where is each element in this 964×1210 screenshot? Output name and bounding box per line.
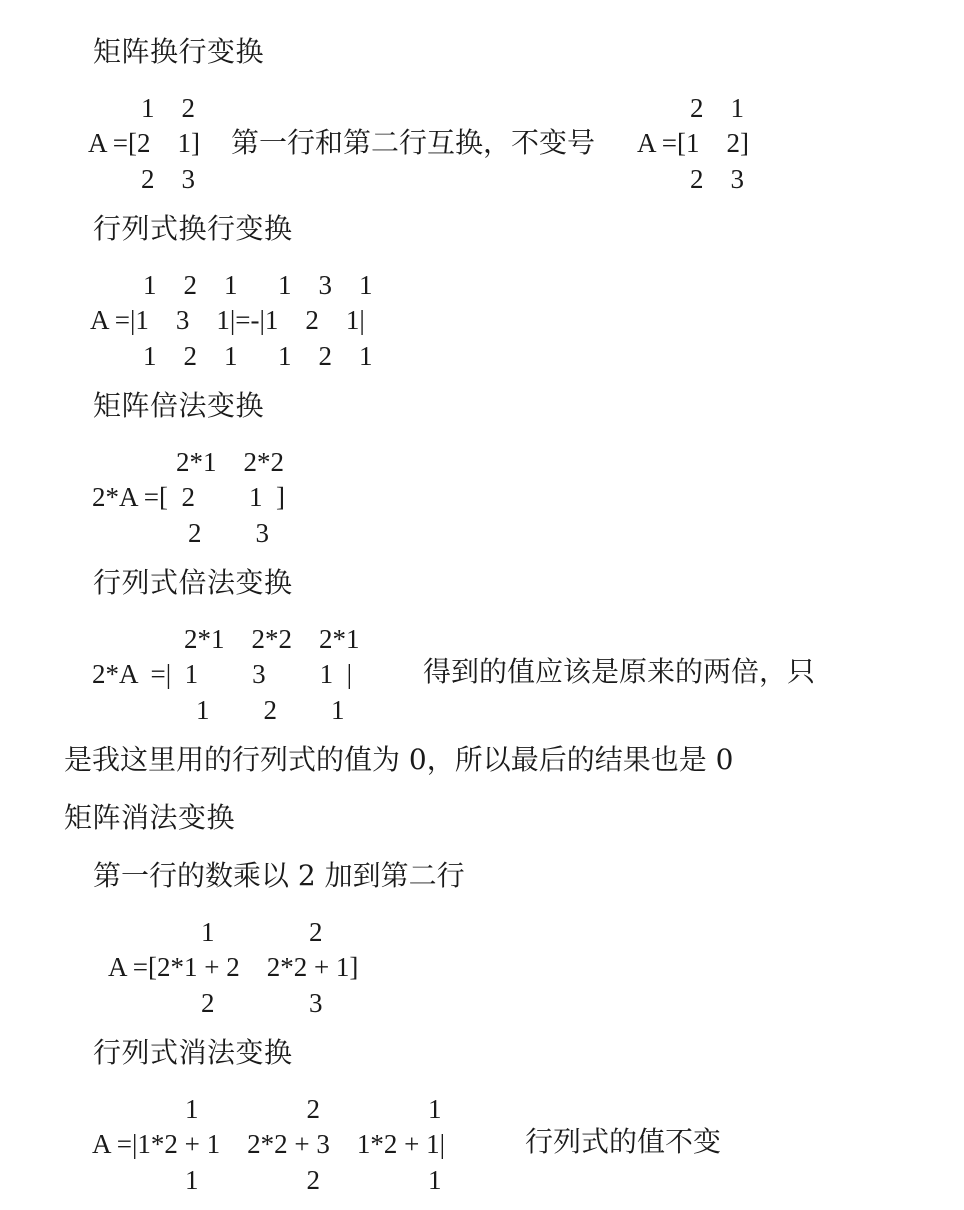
matrix-row-top: 2*1 2*2 <box>176 447 284 477</box>
section-heading-row-swap-matrix: 矩阵换行变换 <box>93 35 265 68</box>
determinant-row-mid: 2*A =| 1 3 1 | <box>92 659 353 689</box>
determinant-row-bottom: 1 2 1 <box>196 695 345 725</box>
matrix-row-mid: A =[2 1] <box>88 128 200 158</box>
matrix-row-top: 1 2 <box>201 917 323 947</box>
section-heading-elimination-determinant: 行列式消法变换 <box>93 1036 293 1069</box>
subheading-elimination: 第一行的数乘以 2 加到第二行 <box>93 859 465 892</box>
section-heading-row-swap-determinant: 行列式换行变换 <box>93 212 293 245</box>
determinant-row-top: 1 2 1 1 3 1 <box>143 270 373 300</box>
matrix-row-mid-result: A =[1 2] <box>637 128 749 158</box>
matrix-row-bottom: 2 3 <box>141 164 195 194</box>
caption-row-swap: 第一行和第二行互换，不变号 <box>231 126 596 159</box>
caption-value-unchanged: 行列式的值不变 <box>525 1125 722 1158</box>
matrix-row-top-result: 2 1 <box>690 93 744 123</box>
section-heading-scale-determinant: 行列式倍法变换 <box>93 566 293 599</box>
matrix-row-bottom: 2 3 <box>201 988 323 1018</box>
determinant-row-mid: A =|1 3 1|=-|1 2 1| <box>90 305 365 335</box>
determinant-row-bottom: 1 2 1 1 2 1 <box>143 341 373 371</box>
note-continued: 是我这里用的行列式的值为 0，所以最后的结果也是 0 <box>64 743 734 776</box>
section-heading-scale-matrix: 矩阵倍法变换 <box>93 389 265 422</box>
determinant-row-top: 1 2 1 <box>185 1094 442 1124</box>
section-heading-elimination-matrix: 矩阵消法变换 <box>64 801 236 834</box>
determinant-row-bottom: 1 2 1 <box>185 1165 442 1195</box>
matrix-row-top: 1 2 <box>141 93 195 123</box>
determinant-row-mid: A =|1*2 + 1 2*2 + 3 1*2 + 1| <box>92 1129 445 1159</box>
matrix-row-mid: 2*A =[ 2 1 ] <box>92 482 285 512</box>
matrix-row-bottom-result: 2 3 <box>690 164 744 194</box>
matrix-row-bottom: 2 3 <box>188 518 269 548</box>
matrix-row-mid: A =[2*1 + 2 2*2 + 1] <box>108 952 359 982</box>
determinant-row-top: 2*1 2*2 2*1 <box>184 624 360 654</box>
note-inline: 得到的值应该是原来的两倍，只 <box>423 655 816 688</box>
